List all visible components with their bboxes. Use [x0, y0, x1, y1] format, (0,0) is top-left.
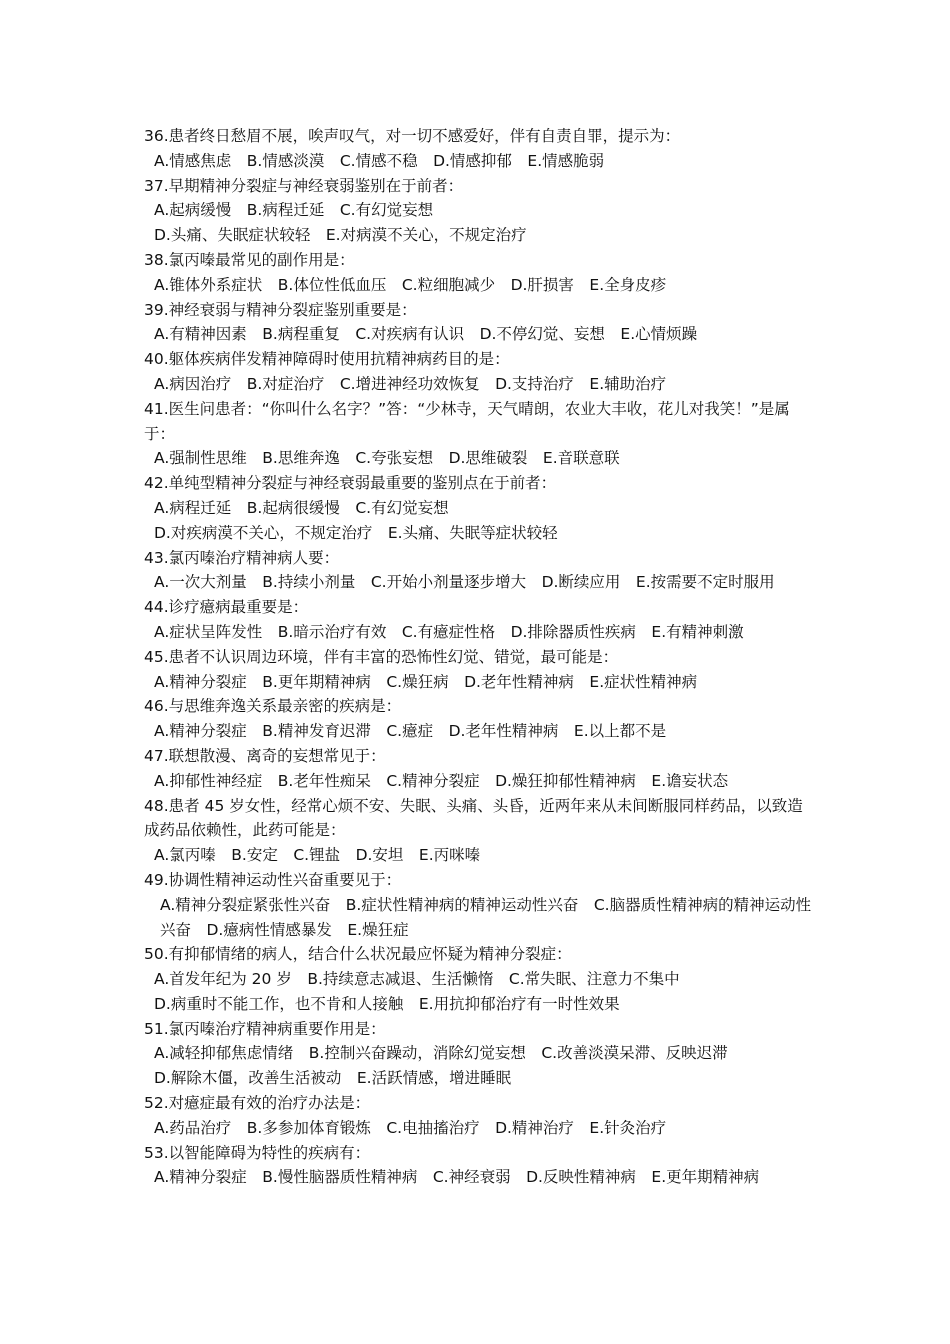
- answer-options: A.精神分裂症紧张性兴奋 B.症状性精神病的精神运动性兴奋 C.脑器质性精神病的精神运动性兴奋 D.癔病性情感暴发 E.燥狂症: [160, 895, 812, 939]
- answer-options: A.情感焦虑 B.情感淡漠 C.情感不稳 D.情感抑郁 E.情感脆弱: [154, 151, 605, 170]
- question-text: 52.对癔症最有效的治疗办法是：: [144, 1094, 371, 1113]
- answer-options: A.抑郁性神经症 B.老年性痴呆 C.精神分裂症 D.燥狂抑郁性精神病 E.谵妄状态: [154, 771, 729, 790]
- answer-options: A.精神分裂症 B.更年期精神病 C.燥狂病 D.老年性精神病 E.症状性精神病: [154, 672, 698, 691]
- question-text: 47.联想散漫、离奇的妄想常见于：: [144, 746, 386, 765]
- question-text: 40.躯体疾病伴发精神障碍时使用抗精神病药目的是：: [144, 350, 510, 369]
- question-text: 39.神经衰弱与精神分裂症鉴别重要是：: [144, 300, 417, 319]
- question-text: 41.医生问患者：“你叫什么名字？”答：“少林寺，天气晴朗，农业大丰收，花儿对我笑！”是属于：: [144, 399, 790, 443]
- question-text: 42.单纯型精神分裂症与神经衰弱最重要的鉴别点在于前者：: [144, 474, 557, 493]
- answer-options: A.药品治疗 B.多参加体育锻炼 C.电抽搐治疗 D.精神治疗 E.针灸治疗: [154, 1118, 667, 1137]
- question-text: 50.有抑郁情绪的病人，结合什么状况最应怀疑为精神分裂症：: [144, 945, 572, 964]
- answer-options: A.减轻抑郁焦虑情绪 B.控制兴奋躁动，消除幻觉妄想 C.改善淡漠呆滞、反映迟滞: [154, 1044, 728, 1063]
- question-text: 45.患者不认识周边环境，伴有丰富的恐怖性幻觉、错觉，最可能是：: [144, 647, 619, 666]
- question-text: 37.早期精神分裂症与神经衰弱鉴别在于前者：: [144, 176, 464, 195]
- answer-options: A.起病缓慢 B.病程迁延 C.有幻觉妄想: [154, 201, 434, 220]
- question-text: 48.患者 45 岁女性，经常心烦不安、失眠、头痛、头昏，近两年来从未间断服同样药品，以致造成药品依赖性，此药可能是：: [144, 796, 803, 840]
- answer-options: A.一次大剂量 B.持续小剂量 C.开始小剂量逐步增大 D.断续应用 E.按需要不定时服用: [154, 573, 775, 592]
- question-text: 49.协调性精神运动性兴奋重要见于：: [144, 870, 402, 889]
- answer-options: A.有精神因素 B.病程重复 C.对疾病有认识 D.不停幻觉、妄想 E.心情烦躁: [154, 325, 698, 344]
- answer-options: A.精神分裂症 B.精神发育迟滞 C.癔症 D.老年性精神病 E.以上都不是: [154, 722, 667, 741]
- question-text: 36.患者终日愁眉不展，唉声叹气，对一切不感爱好，伴有自责自罪，提示为：: [144, 127, 681, 145]
- answer-options: D.病重时不能工作，也不肯和人接触 E.用抗抑郁治疗有一时性效果: [154, 994, 620, 1013]
- answer-options: A.病因治疗 B.对症治疗 C.增进神经功效恢复 D.支持治疗 E.辅助治疗: [154, 374, 667, 393]
- answer-options: A.首发年纪为 20 岁 B.持续意志减退、生活懒惰 C.常失眠、注意力不集中: [154, 970, 680, 989]
- question-text: 43.氯丙嗪治疗精神病人要：: [144, 548, 340, 567]
- answer-options: D.头痛、失眠症状较轻 E.对病漠不关心，不规定治疗: [154, 226, 527, 245]
- question-text: 51.氯丙嗪治疗精神病重要作用是：: [144, 1019, 386, 1038]
- question-text: 38.氯丙嗪最常见的副作用是：: [144, 250, 355, 269]
- answer-options: A.精神分裂症 B.慢性脑器质性精神病 C.神经衰弱 D.反映性精神病 E.更年期精神病: [154, 1168, 760, 1187]
- answer-options: A.病程迁延 B.起病很缓慢 C.有幻觉妄想: [154, 498, 449, 517]
- answer-options: A.强制性思维 B.思维奔逸 C.夸张妄想 D.思维破裂 E.音联意联: [154, 449, 620, 468]
- question-text: 53.以智能障碍为特性的疾病有：: [144, 1143, 371, 1162]
- answer-options: A.锥体外系症状 B.体位性低血压 C.粒细胞减少 D.肝损害 E.全身皮疹: [154, 275, 667, 294]
- answer-options: D.解除木僵，改善生活被动 E.活跃情感，增进睡眠: [154, 1069, 512, 1088]
- document-page: [144, 124, 812, 1190]
- question-text: 44.诊疗癔病最重要是：: [144, 598, 309, 617]
- answer-options: A.症状呈阵发性 B.暗示治疗有效 C.有癔症性格 D.排除器质性疾病 E.有精神刺激: [154, 622, 744, 641]
- question-text: 46.与思维奔逸关系最亲密的疾病是：: [144, 697, 402, 716]
- answer-options: D.对疾病漠不关心，不规定治疗 E.头痛、失眠等症状较轻: [154, 523, 558, 542]
- answer-options: A.氯丙嗪 B.安定 C.锂盐 D.安坦 E.丙咪嗪: [154, 846, 481, 865]
